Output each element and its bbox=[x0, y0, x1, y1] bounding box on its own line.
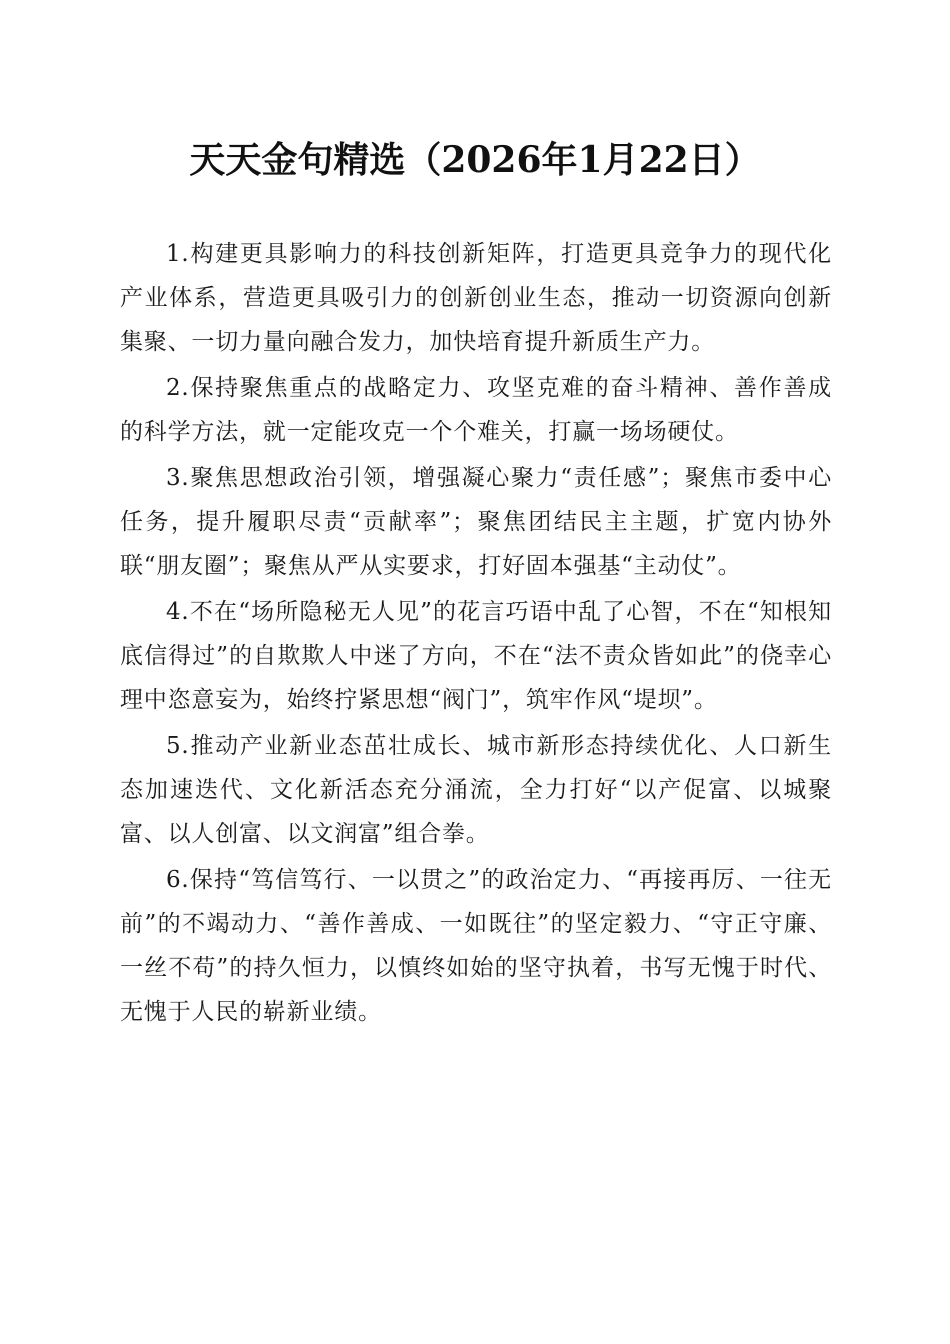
quote-paragraph-5: 5.推动产业新业态茁壮成长、城市新形态持续优化、人口新生态加速迭代、文化新活态充分涌流，全力打好“以产促富、以城聚富、以人创富、以文润富”组合拳。 bbox=[120, 733, 832, 847]
quote-paragraph-6: 6.保持“笃信笃行、一以贯之”的政治定力、“再接再厉、一往无前”的不竭动力、“善作善成、一如既往”的坚定毅力、“守正守廉、一丝不苟”的持久恒力，以慎终如始的坚守执着，书写无愧于时代、无愧于人民的崭新业绩。 bbox=[120, 867, 832, 1025]
quote-paragraph-4: 4.不在“场所隐秘无人见”的花言巧语中乱了心智，不在“知根知底信得过”的自欺欺人中迷了方向，不在“法不责众皆如此”的侥幸心理中恣意妄为，始终拧紧思想“阀门”，筑牢作风“堤坝”。 bbox=[120, 599, 832, 713]
document-title: 天天金句精选（2026年1月22日） bbox=[189, 139, 761, 181]
document-body bbox=[120, 232, 832, 1036]
quote-paragraph-3: 3.聚焦思想政治引领，增强凝心聚力“责任感”；聚焦市委中心任务，提升履职尽责“贡献率”；聚焦团结民主主题，扩宽内协外联“朋友圈”；聚焦从严从实要求，打好固本强基“主动仗”。 bbox=[120, 465, 832, 579]
quote-paragraph-2: 2.保持聚焦重点的战略定力、攻坚克难的奋斗精神、善作善成的科学方法，就一定能攻克一个个难关，打赢一场场硬仗。 bbox=[120, 375, 832, 445]
quote-paragraph-1: 1.构建更具影响力的科技创新矩阵，打造更具竞争力的现代化产业体系，营造更具吸引力的创新创业生态，推动一切资源向创新集聚、一切力量向融合发力，加快培育提升新质生产力。 bbox=[120, 241, 832, 355]
